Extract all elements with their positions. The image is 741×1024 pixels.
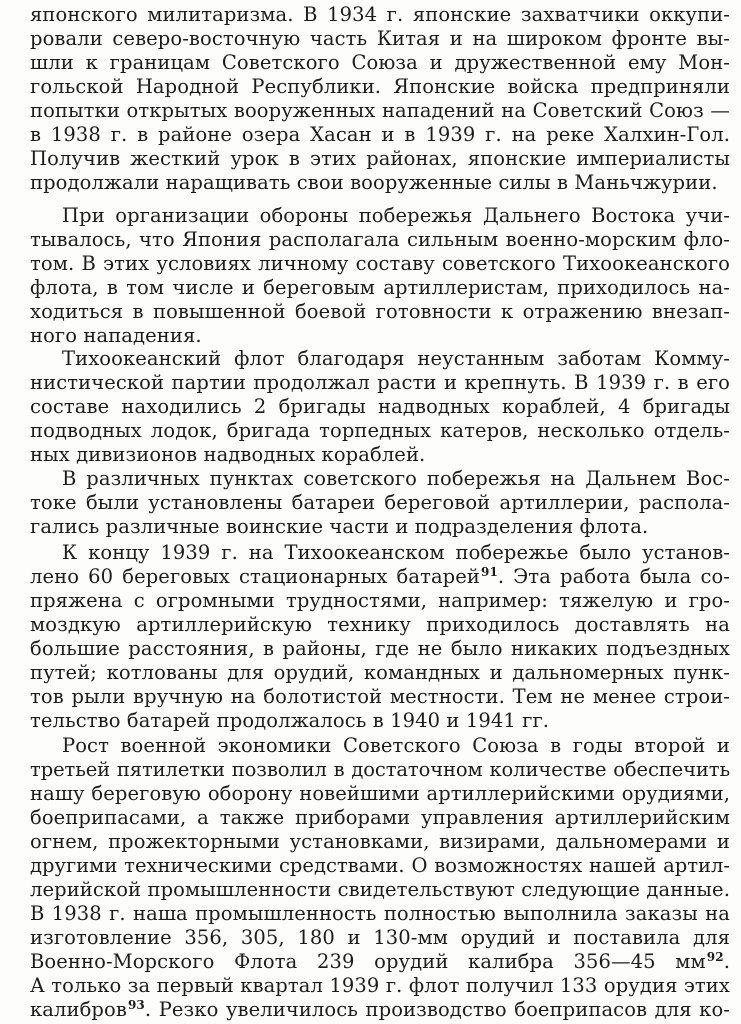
text-line: гольской Народной Республики. Японские войска предприняли [30, 75, 730, 98]
text-line: продолжали наращивать свои вооруженные силы в Маньчжурии. [30, 171, 718, 194]
text-line: попытки открытых вооруженных нападений на Советский Союз — [30, 99, 730, 122]
text-line [30, 997, 730, 1023]
text-line-part: . [723, 950, 730, 973]
text-line [30, 564, 730, 590]
text-line: гались различные воинские части и подразделения флота. [30, 515, 649, 538]
footnote-ref-93: 93 [127, 998, 145, 1012]
text-line: тов рыли вручную на болотистой местности. Тем не менее строи- [30, 685, 730, 708]
text-line: другими техническими средствами. О возможностях нашей артил- [30, 854, 730, 877]
text-line: ного нападения. [30, 324, 202, 347]
text-line: лерийской промышленности свидетельствуют следующие данные. [30, 878, 730, 901]
text-line: моздкую артиллерийскую технику приходилось доставлять на [30, 613, 730, 636]
text-line: флота, в том числе и береговым артиллеристам, приходилось на- [30, 276, 730, 299]
text-line-part: . Эта работа была со- [497, 565, 730, 588]
text-line: нашу береговую оборону новейшими артиллерийскими орудиями, [30, 782, 730, 805]
text-line: При организации обороны побережья Дальнего Востока учи- [62, 204, 730, 227]
text-line: В 1938 г. наша промышленность полностью выполнила заказы на [30, 902, 730, 925]
text-line: пряжена с огромными трудностями, например: тяжелую и гро- [30, 589, 730, 612]
text-line [30, 949, 730, 975]
text-line: большие расстояния, в районы, где не было никаких подъездных [30, 637, 730, 660]
text-line: тывалось, что Япония располагала сильным военно-морским фло- [30, 228, 730, 251]
text-line: Рост военной экономики Советского Союза в годы второй и [62, 734, 730, 757]
text-line: нистической партии продолжал расти и крепнуть. В 1939 г. в его [30, 371, 730, 394]
text-line: токе были установлены батареи береговой артиллерии, распола- [30, 491, 730, 514]
text-line: составе находились 2 бригады надводных кораблей, 4 бригады [30, 395, 730, 418]
text-line: путей; котлованы для орудий, командных и дальномерных пунк- [30, 661, 730, 684]
text-line: ных дивизионов надводных кораблей. [30, 443, 426, 466]
text-line: В различных пунктах советского побережья на Дальнем Вос- [62, 467, 730, 490]
text-line: К концу 1939 г. на Тихоокеанском побережье было установ- [62, 541, 730, 564]
text-line: Тихоокеанский флот благодаря неустанным заботам Комму- [62, 347, 730, 370]
text-line-part: . Резко увеличилось производство боеприпасов для ко- [144, 998, 730, 1021]
text-line: огнем, прожекторными установками, визирами, дальномерами и [30, 830, 730, 853]
text-line: шли к границам Советского Союза и дружественной ему Мон- [30, 51, 730, 74]
text-line: японского милитаризма. В 1934 г. японские захватчики оккупи- [30, 3, 730, 26]
text-line: том. В этих условиях личному составу советского Тихоокеанского [30, 252, 730, 275]
text-line: ровали северо-восточную часть Китая и на широком фронте вы- [30, 27, 730, 50]
text-line: изготовление 356, 305, 180 и 130-мм орудий и поставила для [30, 926, 730, 949]
text-line: боеприпасами, а также приборами управления артиллерийским [30, 806, 730, 829]
footnote-ref-91: 91 [481, 565, 498, 579]
text-line: тельство батарей продолжалось в 1940 и 1941 гг. [30, 709, 550, 732]
text-line: А только за первый квартал 1939 г. флот получил 133 орудия этих [30, 974, 730, 997]
text-line: подводных лодок, бригада торпедных катеров, несколько отдель- [30, 419, 730, 442]
text-line-part: лено 60 береговых стационарных батарей [30, 565, 480, 588]
text-line: в 1938 г. в районе озера Хасан и в 1939 г. на реке Халхин-Гол. [30, 123, 730, 146]
text-line: Получив жесткий урок в этих районах, японские империалисты [30, 147, 730, 170]
text-line-part: калибров [30, 998, 127, 1021]
text-line-part: Военно-Морского Флота 239 орудий калибра 356—45 мм [30, 950, 706, 973]
text-line: ходиться в повышенной боевой готовности к отражению внезап- [30, 300, 730, 323]
text-line: третьей пятилетки позволил в достаточном количестве обеспечить [30, 758, 730, 781]
footnote-ref-92: 92 [706, 950, 724, 964]
